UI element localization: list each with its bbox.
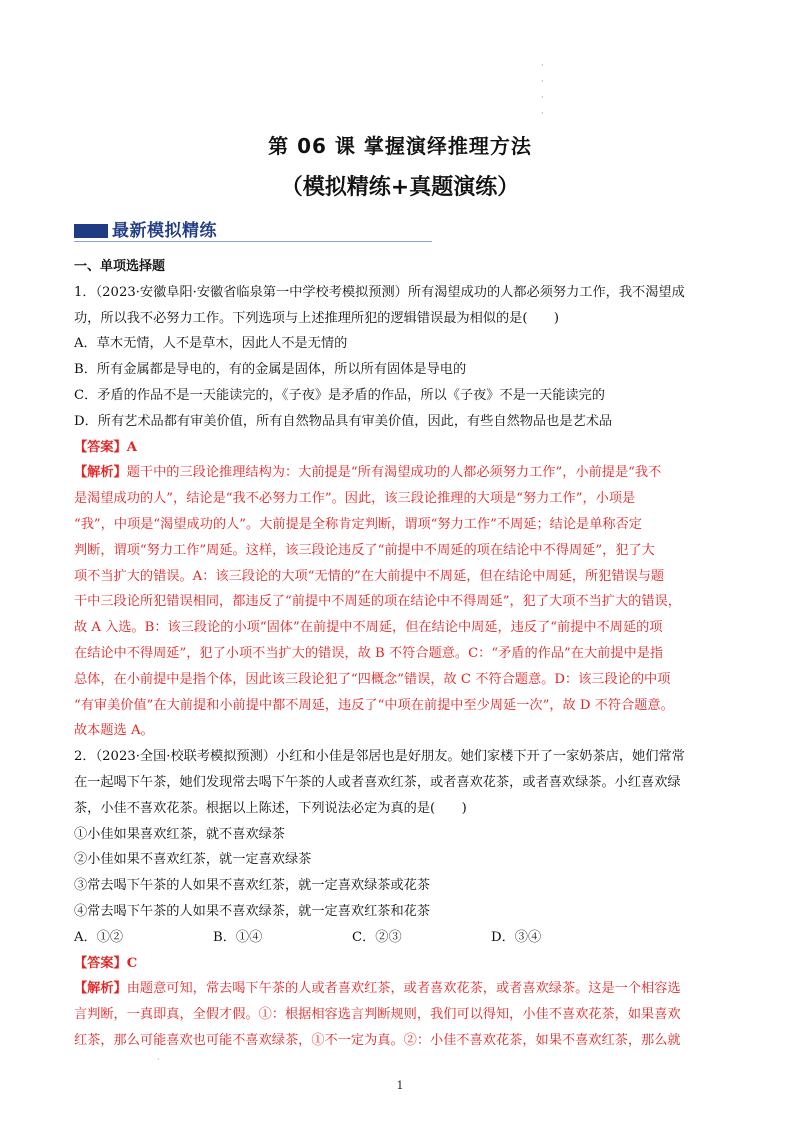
analysis-line: 判断，谓项“努力工作”周延。这样，该三段论违反了“前提中不周延的项在结论中不得周延”，犯了大 <box>74 542 655 558</box>
page-title: 第 06 课 掌握演绎推理方法 <box>268 134 532 158</box>
decorative-dots: · · · · <box>541 61 544 119</box>
statement-1: ①小佳如果喜欢红茶，就不喜欢绿茶 <box>74 826 285 842</box>
analysis-line: 红茶，那么可能喜欢也可能不喜欢绿茶，①不一定为真。②：小佳不喜欢花茶，如果不喜欢红茶，那么就 <box>74 1032 681 1048</box>
banner-underline <box>74 241 432 242</box>
analysis-line: 总体，在小前提中是指个体，因此该三段论犯了“四概念”错误，故 C 不符合题意。D：该三段论的中项 <box>74 671 671 687</box>
page-number: 1 <box>396 1079 404 1092</box>
analysis-line: 故本题选 A。 <box>74 723 154 739</box>
analysis-line <box>74 460 734 486</box>
footer-mark: · <box>157 1055 160 1064</box>
statement-2: ②小佳如果不喜欢红茶，就一定喜欢绿茶 <box>74 852 312 868</box>
option-c: C．矛盾的作品不是一天能读完的，《子夜》是矛盾的作品，所以《子夜》不是一天能读完的 <box>74 387 605 403</box>
analysis-line: “有审美价值”在大前提和小前提中都不周延，违反了“中项在前提中至少周延一次”，故 D 不符合题意。 <box>74 697 674 713</box>
option-d: D．所有艺术品都有审美价值，所有自然物品具有审美价值，因此，有些自然物品也是艺术品 <box>74 413 613 429</box>
option-a: A．草木无情，人不是草木，因此人不是无情的 <box>74 336 348 352</box>
question-stem-line: 1．（2023·安徽阜阳·安徽省临泉第一中学校考模拟预测）所有渴望成功的人都必须努力工作，我不渴望成 <box>74 284 685 300</box>
answer-value: A <box>126 439 137 455</box>
analysis-line: 项不当扩大的错误。A：该三段论的大项“无情的”在大前提中不周延，但在结论中周延，所犯错误与题 <box>74 568 665 584</box>
option-b: B．所有金属都是导电的，有的金属是固体，所以所有固体是导电的 <box>74 362 467 378</box>
analysis-line: “我”，中项是“渴望成功的人”。大前提是全称肯定判断，谓项“努力工作”不周延；结论是单称否定 <box>74 516 642 532</box>
document-body <box>74 254 734 1054</box>
analysis-line: 言判断，一真即真，全假才假。①：根据相容选言判断规则，我们可以得知，小佳不喜欢花茶，如果喜欢 <box>74 1007 681 1023</box>
answer-tag: 【答案】 <box>74 439 127 455</box>
question-1 <box>74 280 734 744</box>
statement-3: ③常去喝下午茶的人如果不喜欢红茶，就一定喜欢绿茶或花茶 <box>74 878 431 894</box>
option-b: B．①④ <box>213 929 263 945</box>
option-a: A．①② <box>74 929 124 945</box>
analysis-line: 是渴望成功的人”，结论是“我不必努力工作”。因此，该三段论推理的大项是“努力工作”，小项是 <box>74 491 636 507</box>
analysis-text: 题干中的三段论推理结构为：大前提是“所有渴望成功的人都必须努力工作”，小前提是“我不 <box>126 465 662 481</box>
question-stem-line: 功，所以我不必努力工作。下列选项与上述推理所犯的逻辑错误最为相似的是( ) <box>74 310 560 326</box>
section-heading: 一、单项选择题 <box>74 259 166 274</box>
analysis-line: 在结论中不得周延”，犯了小项不当扩大的错误，故 B 不符合题意。C：“矛盾的作品”在大前提中是指 <box>74 645 664 661</box>
analysis-tag: 【解析】 <box>74 465 127 481</box>
question-stem-line: 在一起喝下午茶，她们发现常去喝下午茶的人或者喜欢红茶，或者喜欢花茶，或者喜欢绿茶。小红喜欢绿 <box>74 774 681 790</box>
banner-bar-icon <box>74 224 108 238</box>
analysis-line <box>74 976 734 1002</box>
page-subtitle: （模拟精练+真题演练） <box>280 175 520 200</box>
question-2 <box>74 744 734 1054</box>
option-d: D．③④ <box>491 929 542 945</box>
analysis-tag: 【解析】 <box>74 981 127 997</box>
answer-value: C <box>126 955 138 971</box>
analysis-text: 由题意可知，常去喝下午茶的人或者喜欢红茶，或者喜欢花茶，或者喜欢绿茶。这是一个相容选 <box>126 981 681 997</box>
answer-line <box>74 951 734 977</box>
answer-tag: 【答案】 <box>74 955 127 971</box>
banner-label: 最新模拟精练 <box>112 221 217 241</box>
section-banner <box>74 220 432 242</box>
options-row <box>74 925 734 951</box>
answer-line <box>74 435 734 461</box>
analysis-line: 干中三段论所犯错误相同，都违反了“前提中不周延的项在结论中不得周延”，犯了大项不当扩大的错误， <box>74 594 681 610</box>
question-stem-line: 2．（2023·全国·校联考模拟预测）小红和小佳是邻居也是好朋友。她们家楼下开了一家奶茶店，她们常常 <box>74 749 685 765</box>
question-stem-line: 茶，小佳不喜欢花茶。根据以上陈述，下列说法必定为真的是( ) <box>74 800 467 816</box>
option-c: C．②③ <box>352 929 402 945</box>
analysis-line: 故 A 入选。B：该三段论的小项“固体”在前提中不周延，但在结论中周延，违反了“前提中不周延的项 <box>74 620 663 636</box>
statement-4: ④常去喝下午茶的人如果不喜欢绿茶，就一定喜欢红茶和花茶 <box>74 903 431 919</box>
